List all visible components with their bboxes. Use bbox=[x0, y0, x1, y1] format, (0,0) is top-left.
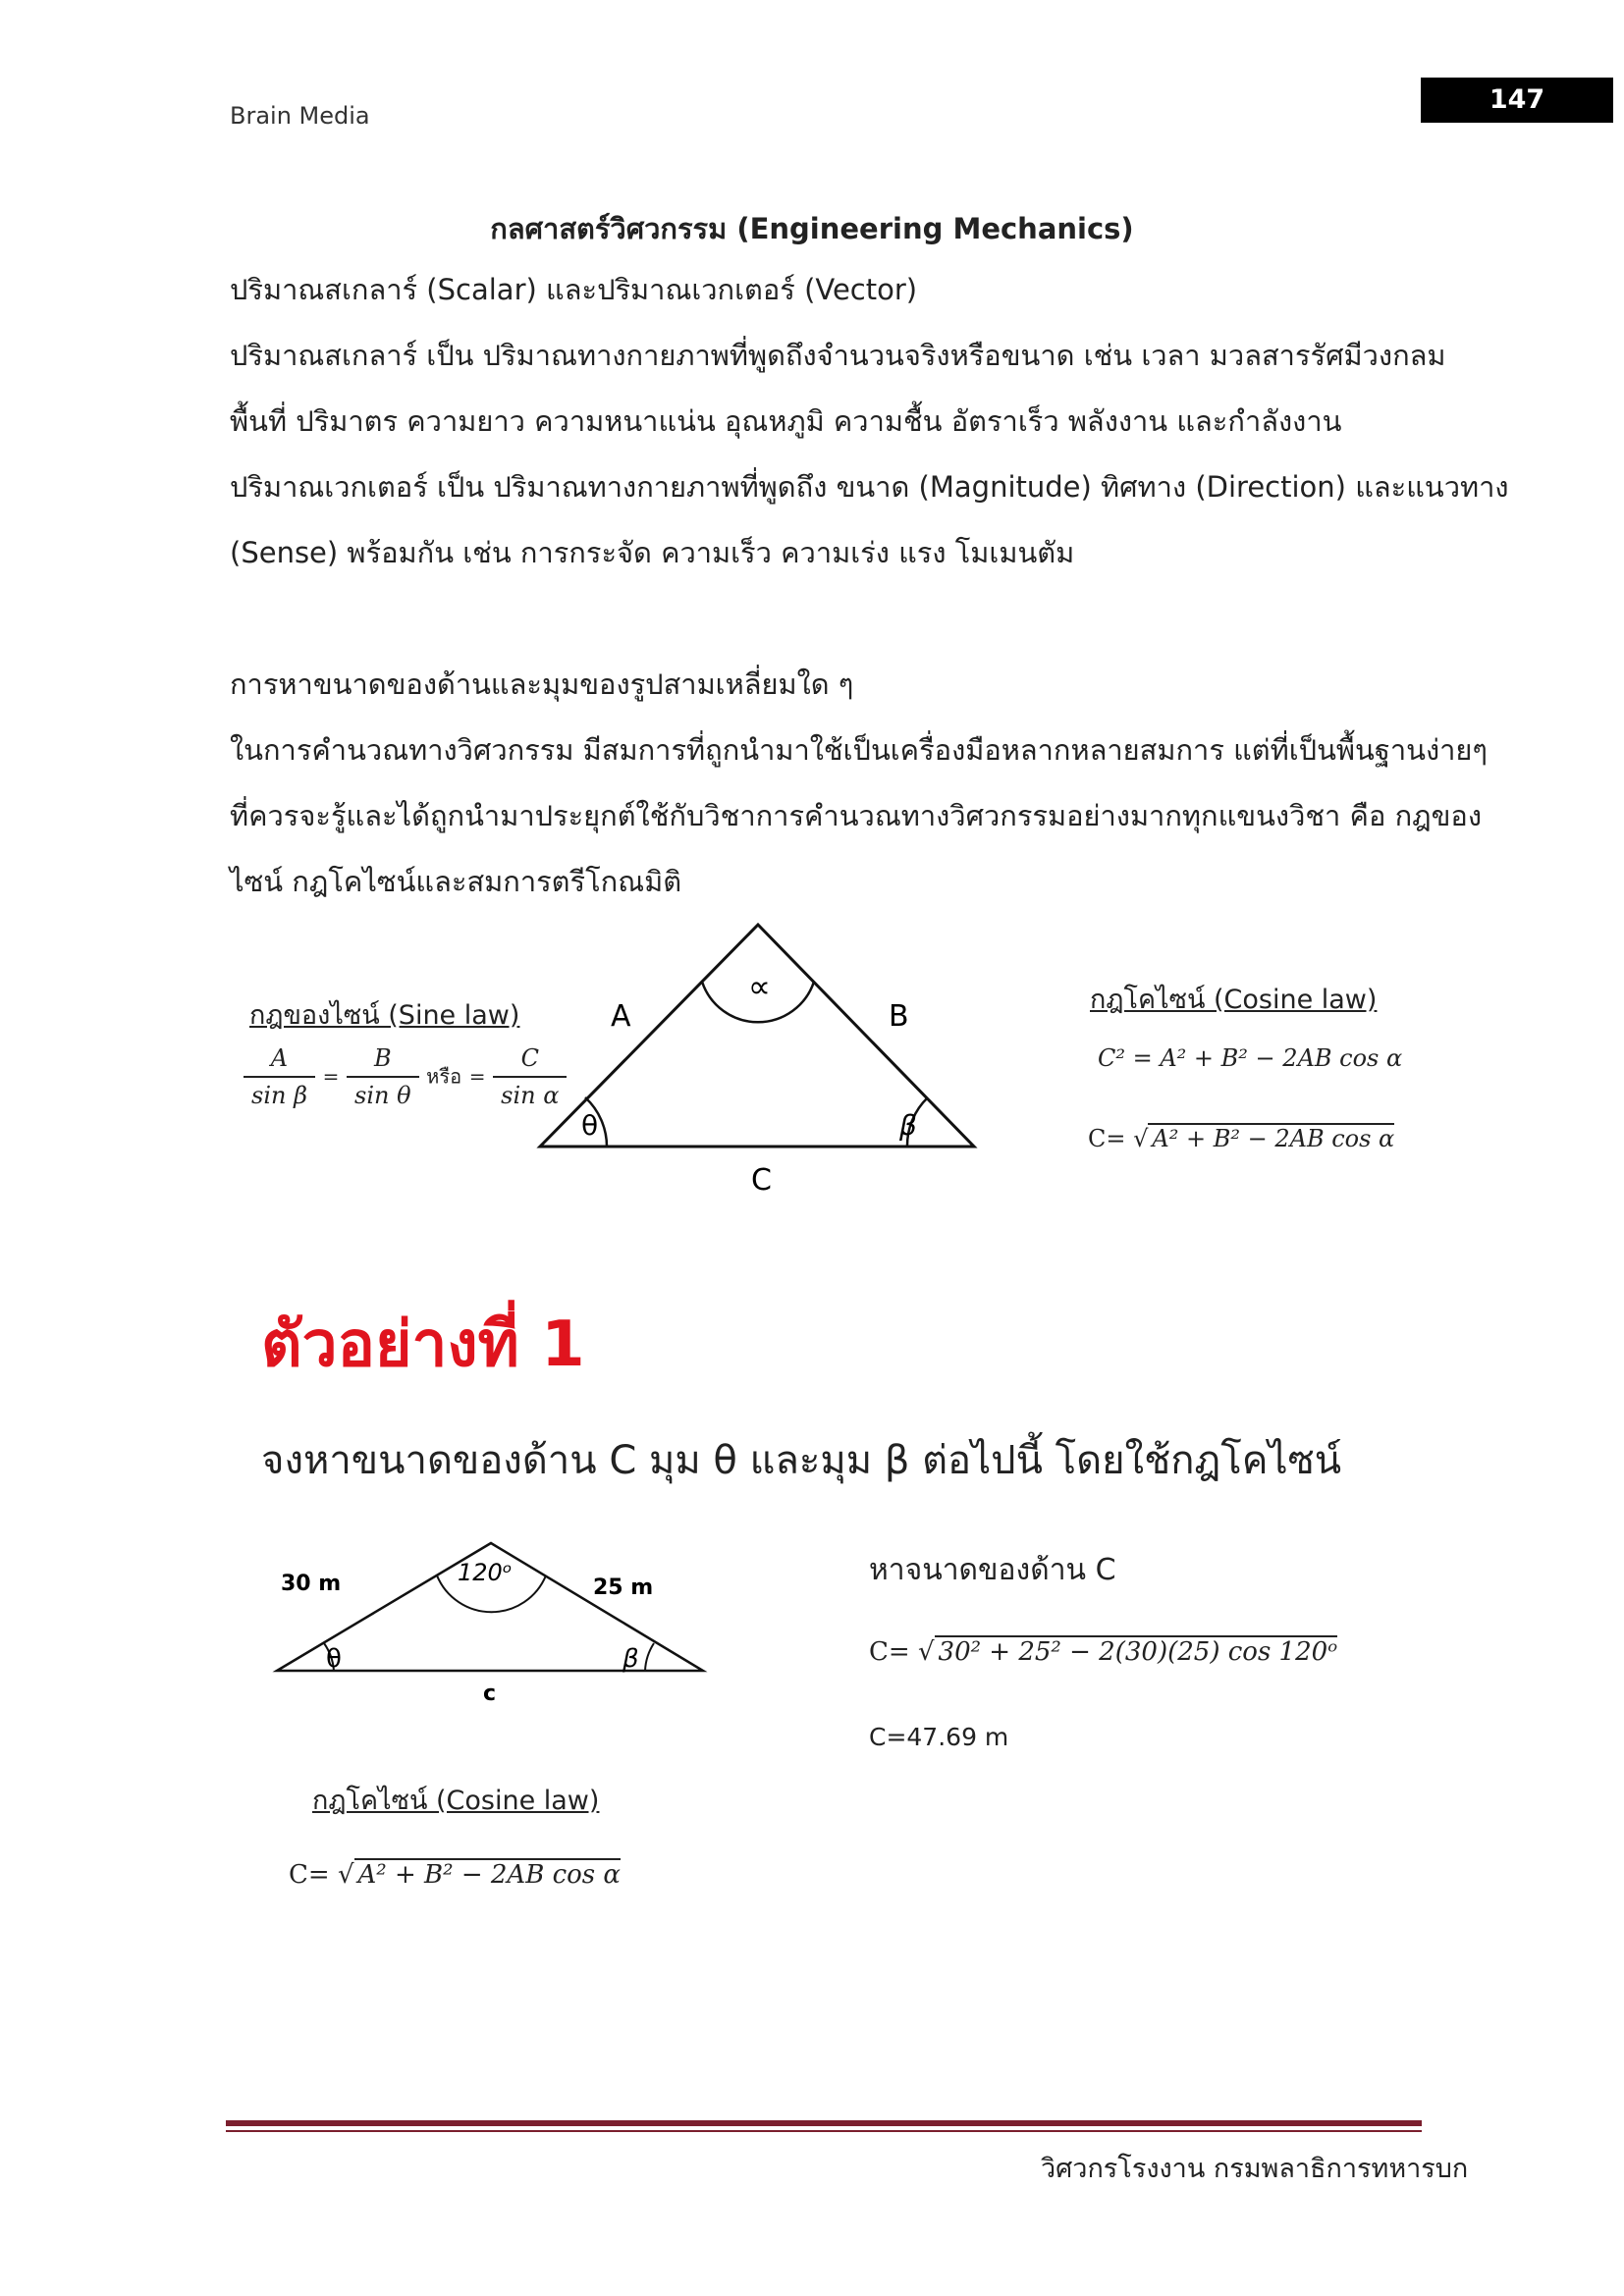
section2-line-2: ที่ควรจะรู้และได้ถูกนำมาประยุกต์ใช้กับวิชาการคำนวณทางวิศวกรรมอย่างมากทุกแขนงวิชา คือ กฎของ bbox=[230, 799, 1483, 832]
sine-den-alpha: sin α bbox=[501, 1082, 560, 1109]
example-title: ตัวอย่างที่ 1 bbox=[261, 1308, 585, 1381]
example-formula-prefix: C= bbox=[289, 1860, 330, 1890]
side-a-label: A bbox=[611, 999, 631, 1034]
example-cosine-formula: C= √ A² + B² − 2AB cos α bbox=[289, 1860, 621, 1890]
footer-rule bbox=[226, 2120, 1422, 2126]
sine-num-a: A bbox=[244, 1044, 315, 1078]
side-b-label: B bbox=[889, 999, 909, 1034]
example-task: จงหาขนาดของด้าน C มุม θ และมุม β ต่อไปนี้ โดยใช้กฎโคไซน์ bbox=[261, 1438, 1342, 1483]
sine-num-b: B bbox=[347, 1044, 419, 1078]
example-triangle-diagram bbox=[265, 1531, 717, 1708]
intro-line-2: พื้นที่ ปริมาตร ความยาว ความหนาแน่น อุณหภูมิ ความชื้น อัตราเร็ว พลังงาน และกำลังงาน bbox=[230, 404, 1342, 438]
footer-rule-thin bbox=[226, 2130, 1422, 2132]
example-beta-label: β bbox=[623, 1644, 639, 1674]
sine-or: หรือ bbox=[426, 1064, 462, 1089]
sine-eq-1: = bbox=[322, 1064, 340, 1089]
header-brand: Brain Media bbox=[230, 102, 370, 130]
cosine-law-eq1: C² = A² + B² − 2AB cos α bbox=[1098, 1044, 1403, 1072]
page-title: กลศาสตร์วิศวกรรม (Engineering Mechanics) bbox=[490, 212, 1134, 245]
example-theta-label: θ bbox=[326, 1644, 342, 1674]
calc-result: C=47.69 m bbox=[869, 1723, 1009, 1751]
section2-line-1: ในการคำนวณทางวิศวกรรม มีสมการที่ถูกนำมาใช้เป็นเครื่องมือหลากหลายสมการ แต่ที่เป็นพื้นฐานง่ายๆ bbox=[230, 733, 1488, 767]
triangle-diagram bbox=[530, 913, 1001, 1207]
find-label: หาจนาดของด้าน C bbox=[869, 1553, 1116, 1587]
intro-line-1: ปริมาณสเกลาร์ เป็น ปริมาณทางกายภาพที่พูดถึงจำนวนจริงหรือขนาด เช่น เวลา มวลสารรัศมีวงกลม bbox=[230, 339, 1446, 372]
example-angle-label: 120ᵒ bbox=[458, 1559, 513, 1586]
sine-den-theta: sin θ bbox=[354, 1082, 411, 1109]
page-number: 147 bbox=[1421, 78, 1613, 123]
intro-line-3: ปริมาณเวกเตอร์ เป็น ปริมาณทางกายภาพที่พูดถึง ขนาด (Magnitude) ทิศทาง (Direction) และแนวทาง bbox=[230, 470, 1509, 504]
alpha-label: ∝ bbox=[748, 968, 771, 1005]
beta-label: β bbox=[899, 1109, 917, 1142]
calc-root: 30² + 25² − 2(30)(25) cos 120ᵒ bbox=[935, 1635, 1338, 1667]
example-cosine-label: กฎโคไซน์ (Cosine law) bbox=[312, 1786, 600, 1816]
sine-law-label: กฎของไซน์ (Sine law) bbox=[249, 1000, 520, 1031]
example-side-b: 25 m bbox=[593, 1575, 654, 1600]
cosine-eq2-prefix: C= bbox=[1088, 1125, 1126, 1152]
theta-label: θ bbox=[581, 1109, 599, 1142]
side-c-label: C bbox=[751, 1163, 772, 1198]
intro-heading: ปริมาณสเกลาร์ (Scalar) และปริมาณเวกเตอร์ (Vector) bbox=[230, 273, 918, 306]
example-side-a: 30 m bbox=[281, 1572, 342, 1596]
intro-line-4: (Sense) พร้อมกัน เช่น การกระจัด ความเร็ว ความเร่ง แรง โมเมนตัม bbox=[230, 536, 1075, 569]
example-formula-root: A² + B² − 2AB cos α bbox=[354, 1858, 621, 1890]
sine-den-beta: sin β bbox=[251, 1082, 307, 1109]
calc-prefix: C= bbox=[869, 1637, 910, 1667]
sine-law-formula bbox=[244, 1044, 567, 1109]
example-side-c: c bbox=[483, 1682, 497, 1706]
footer-text: วิศวกรโรงงาน กรมพลาธิการทหารบก bbox=[1041, 2154, 1469, 2184]
section2-heading: การหาขนาดของด้านและมุมของรูปสามเหลี่ยมใด ๆ bbox=[230, 667, 854, 701]
example-beta-arc bbox=[645, 1643, 654, 1671]
sine-num-c: C bbox=[493, 1044, 567, 1078]
cosine-law-eq2: C= √ A² + B² − 2AB cos α bbox=[1088, 1125, 1395, 1152]
calc-formula: C= √ 30² + 25² − 2(30)(25) cos 120ᵒ bbox=[869, 1637, 1338, 1667]
section2-line-3: ไซน์ กฎโคไซน์และสมการตรีโกณมิติ bbox=[230, 865, 682, 898]
sine-eq-2: = bbox=[468, 1064, 486, 1089]
cosine-law-label: กฎโคไซน์ (Cosine law) bbox=[1090, 985, 1378, 1015]
cosine-eq2-root: A² + B² − 2AB cos α bbox=[1148, 1123, 1394, 1152]
